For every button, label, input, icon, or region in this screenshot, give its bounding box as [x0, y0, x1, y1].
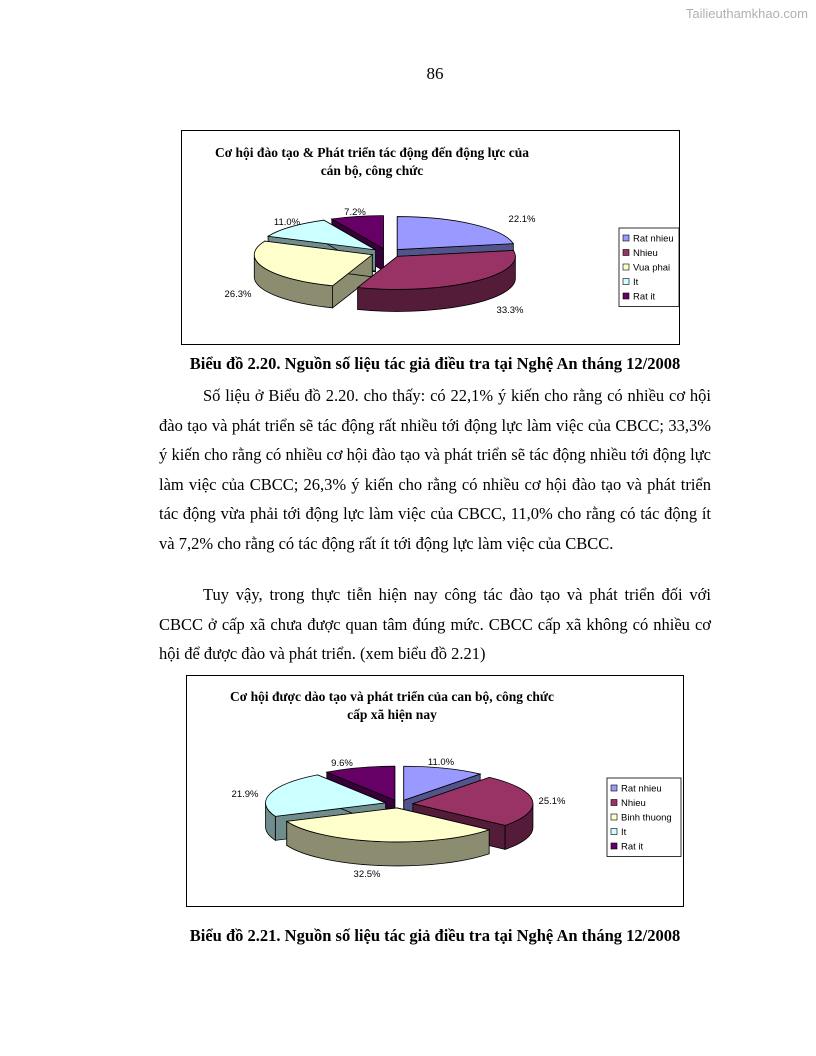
data-label-nhieu: 33.3% — [496, 305, 524, 316]
watermark: Tailieuthamkhao.com — [685, 6, 808, 21]
data-label-rat-it: 7.2% — [344, 207, 366, 218]
pie-group — [254, 216, 515, 312]
legend-item-rat-it: Rat it — [621, 841, 644, 853]
data-label-rat-nhieu: 11.0% — [427, 757, 455, 768]
legend-swatch — [611, 814, 617, 820]
chart-title-line1: Cơ hội được dào tạo và phát triển của can bộ, công chức — [229, 689, 555, 704]
legend — [619, 228, 679, 307]
data-label-it: 11.0% — [273, 217, 301, 228]
chart-2-20 — [181, 130, 680, 345]
legend-swatch — [623, 250, 629, 256]
legend-item-binh-thuong: Binh thuong — [621, 812, 672, 824]
data-label-vua-phai: 26.3% — [224, 289, 252, 300]
legend-swatch — [623, 279, 629, 285]
paragraph-1: Số liệu ở Biểu đồ 2.20. cho thấy: có 22,1% ý kiến cho rằng có nhiều cơ hội đào tạo và phát triển sẽ tác động rất nhiều tới động lực làm việc của CBCC; 33,3% ý kiến cho rằng có nhiều cơ hội đào tạo và phát triển sẽ tác động nhiều tới động lực làm việc của CBCC; 26,3% ý kiến cho rằng có nhiều cơ hội đào tạo và phát triển tác động vừa phải tới động lực làm việc của CBCC, 11,0% cho rằng có tác động ít và 7,2% cho rằng có tác động rất ít tới động lực làm việc của CBCC. — [159, 386, 711, 553]
chart-2-20-caption: Biểu đồ 2.20. Nguồn số liệu tác giả điều tra tại Nghệ An tháng 12/2008 — [189, 354, 681, 373]
data-label-nhieu: 25.1% — [538, 796, 566, 807]
legend-swatch — [611, 800, 617, 806]
legend-swatch — [611, 785, 617, 791]
legend — [607, 778, 681, 857]
legend-swatch — [611, 829, 617, 835]
data-label-it: 21.9% — [231, 789, 259, 800]
legend-item-it: It — [621, 827, 627, 838]
legend-item-nhieu: Nhieu — [621, 798, 646, 809]
chart-2-21 — [186, 675, 684, 907]
chart-title-line1: Cơ hội đào tạo & Phát triển tác động đến động lực của — [214, 145, 530, 160]
legend-swatch — [623, 235, 629, 241]
slice-rat-nhieu — [397, 217, 513, 250]
chart-title-line2: cán bộ, công chức — [320, 163, 424, 178]
pie-group — [266, 766, 533, 866]
data-label-rat-it: 9.6% — [331, 758, 353, 769]
legend-item-nhieu: Nhieu — [633, 248, 658, 259]
legend-item-rat-nhieu: Rat nhieu — [633, 233, 674, 245]
legend-item-rat-it: Rat it — [633, 291, 656, 303]
data-label-binh-thuong: 32.5% — [353, 869, 381, 880]
legend-item-it: It — [633, 277, 639, 288]
chart-title-line2: cấp xã hiện nay — [347, 707, 437, 722]
legend-swatch — [623, 264, 629, 270]
legend-item-rat-nhieu: Rat nhieu — [621, 783, 662, 795]
page-number: 86 — [426, 64, 444, 83]
paragraph-2: Tuy vậy, trong thực tiễn hiện nay công tác đào tạo và phát triển đối với CBCC ở cấp xã chưa được quan tâm đúng mức. CBCC cấp xã không có nhiều cơ hội để được đào và phát triển. (xem biểu đồ 2.21) — [159, 585, 711, 663]
legend-swatch — [623, 293, 629, 299]
chart-2-20-svg — [182, 131, 679, 344]
legend-swatch — [611, 843, 617, 849]
chart-2-21-svg — [187, 676, 683, 906]
chart-2-21-caption: Biểu đồ 2.21. Nguồn số liệu tác giả điều tra tại Nghệ An tháng 12/2008 — [189, 926, 681, 945]
legend-item-vua-phai: Vua phai — [633, 262, 671, 274]
data-label-rat-nhieu: 22.1% — [508, 214, 536, 225]
